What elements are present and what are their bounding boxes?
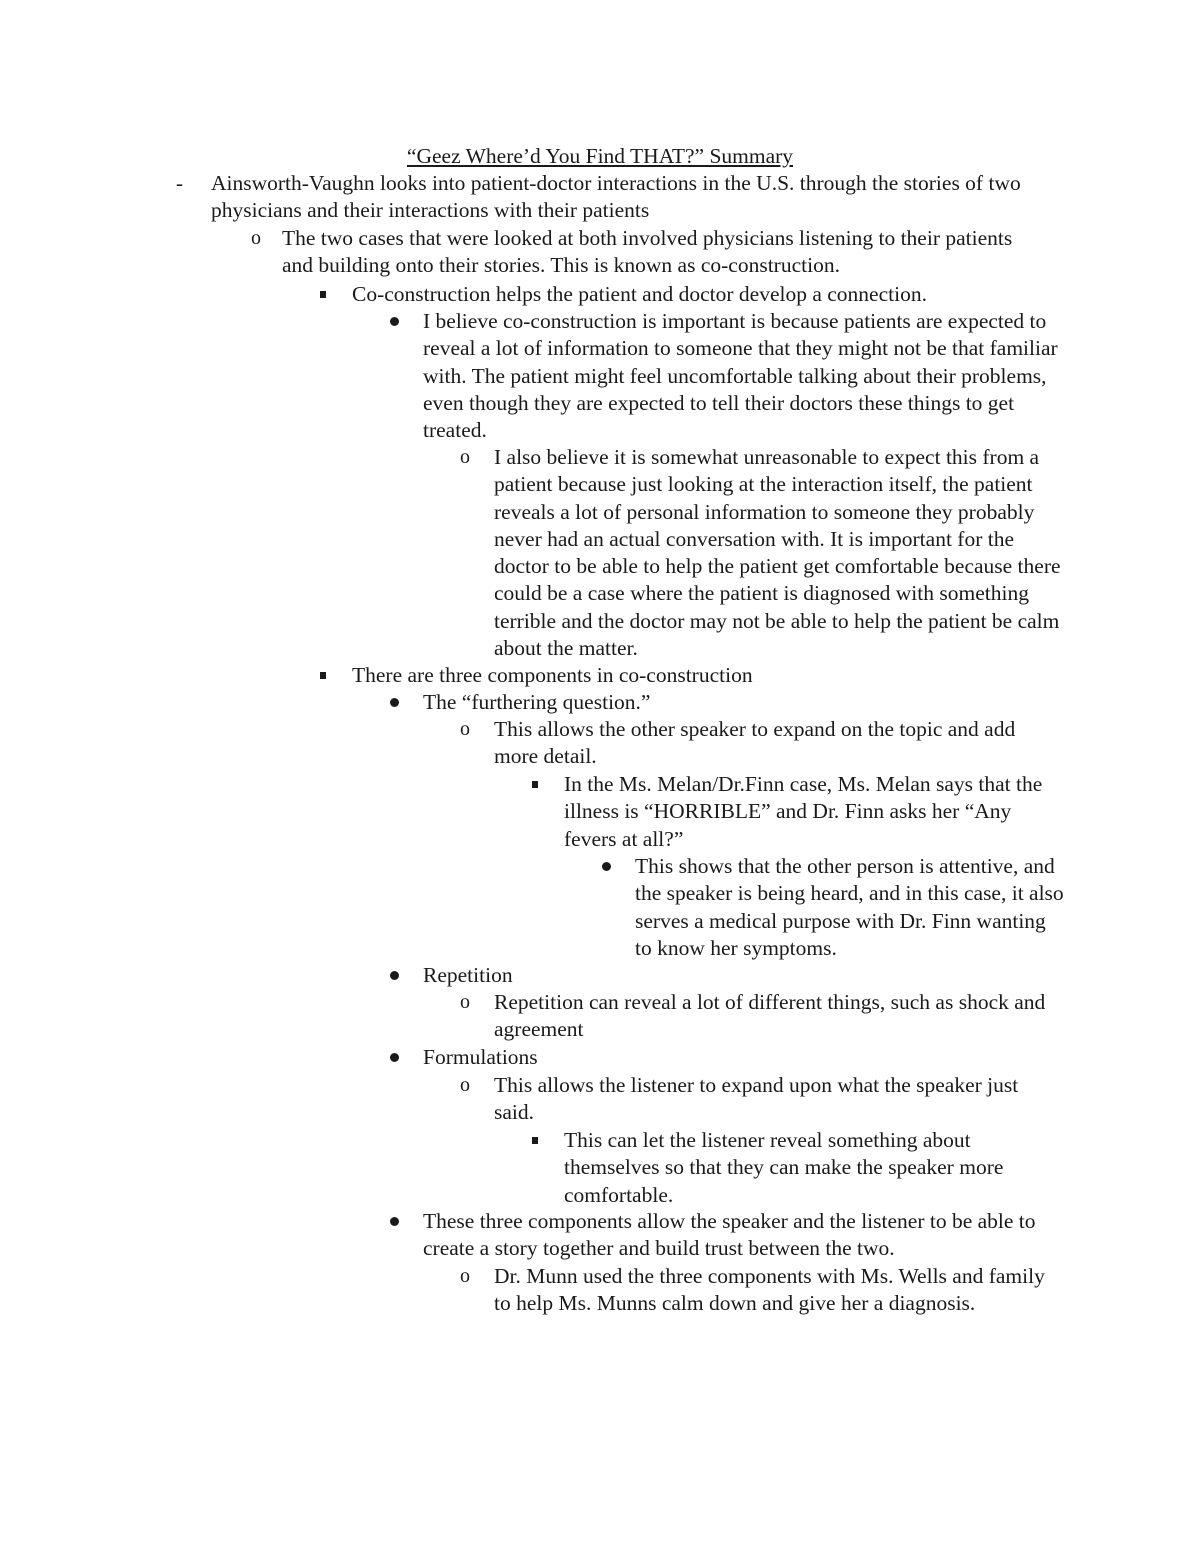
list-marker-circle: o xyxy=(460,446,470,468)
list-marker-circle: o xyxy=(460,1074,470,1096)
list-item: I believe co-construction is important is because patients are expected to reveal a lot of information to someone that they might not be that familiar with. The patient might feel uncomfortable talking about their problems, even though they are expected to tell their doctors these things to get treated. xyxy=(423,309,1058,443)
list-marker-dot xyxy=(390,698,399,707)
list-marker-circle: o xyxy=(460,991,470,1013)
list-marker-dot xyxy=(390,1053,399,1062)
list-item: In the Ms. Melan/Dr.Finn case, Ms. Melan says that the illness is “HORRIBLE” and Dr. Finn asks her “Any fevers at all?” xyxy=(564,772,1043,851)
list-item: This allows the listener to expand upon what the speaker just said. xyxy=(494,1073,1019,1125)
list-item: The two cases that were looked at both involved physicians listening to their patients and building onto their stories. This is known as co-construction. xyxy=(282,226,1013,278)
list-item: Co-construction helps the patient and doctor develop a connection. xyxy=(352,282,927,306)
list-marker-square xyxy=(532,781,538,788)
list-marker-circle: o xyxy=(460,718,470,740)
list-item: There are three components in co-construction xyxy=(352,663,753,687)
list-item: This can let the listener reveal something about themselves so that they can make the speaker more comfortable. xyxy=(564,1128,1004,1207)
list-item: This shows that the other person is attentive, and the speaker is being heard, and in this case, it also serves a medical purpose with Dr. Finn wanting to know her symptoms. xyxy=(635,854,1064,960)
list-item: Formulations xyxy=(423,1045,538,1069)
list-item: Repetition xyxy=(423,963,513,987)
list-item: The “furthering question.” xyxy=(423,690,651,714)
list-item: Repetition can reveal a lot of different things, such as shock and agreement xyxy=(494,990,1046,1042)
list-item: I also believe it is somewhat unreasonable to expect this from a patient because just looking at the interaction itself, the patient reveals a lot of personal information to someone they probably never had an actual conversation with. It is important for the doctor to be able to help the patient get comfortable because there could be a case where the patient is diagnosed with something terrible and the doctor may not be able to help the patient be calm about the matter. xyxy=(494,445,1061,661)
list-marker-square xyxy=(320,291,326,298)
list-marker-dot xyxy=(390,971,399,980)
document-title: “Geez Where’d You Find THAT?” Summary xyxy=(406,144,794,168)
list-item: Ainsworth-Vaughn looks into patient-doctor interactions in the U.S. through the stories of two physicians and their interactions with their patients xyxy=(211,171,1021,223)
list-item: This allows the other speaker to expand on the topic and add more detail. xyxy=(494,717,1016,769)
list-marker-dash: - xyxy=(176,171,183,195)
list-marker-dot xyxy=(390,317,399,326)
list-marker-dot xyxy=(602,862,611,871)
list-item: These three components allow the speaker and the listener to be able to create a story together and build trust between the two. xyxy=(423,1209,1036,1261)
list-item: Dr. Munn used the three components with Ms. Wells and family to help Ms. Munns calm down and give her a diagnosis. xyxy=(494,1264,1045,1316)
list-marker-circle: o xyxy=(251,227,261,249)
list-marker-circle: o xyxy=(460,1265,470,1287)
list-marker-square xyxy=(532,1137,538,1144)
list-marker-square xyxy=(320,672,326,679)
list-marker-dot xyxy=(390,1217,399,1226)
